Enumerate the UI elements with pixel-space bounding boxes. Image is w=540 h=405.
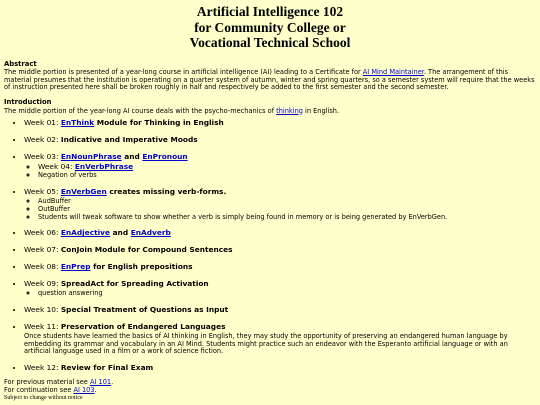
abstract-heading: Abstract bbox=[4, 59, 37, 68]
tweak-subitem: ◦ Students will tweak software to show whether a verb is simply being found in memory or is being generated by EnVerbGen. bbox=[38, 214, 536, 222]
change-notice: Subject to change without notice bbox=[4, 395, 83, 401]
week-list bbox=[4, 119, 536, 373]
title-line-2: for Community College or bbox=[194, 19, 346, 35]
previous-material-line: For previous material see AI 101. bbox=[4, 378, 114, 387]
question-answering-subitem: ◦ question answering bbox=[38, 290, 536, 298]
introduction-text: The middle portion of the year-long AI course deals with the psycho-mechanics of thinking in English. bbox=[4, 106, 340, 115]
thinking-link[interactable]: thinking bbox=[276, 106, 303, 115]
enthink-link[interactable]: EnThink bbox=[60, 118, 95, 128]
ennounphrase-link[interactable]: EnNounPhrase bbox=[60, 152, 122, 162]
ai-103-link[interactable]: AI 103 bbox=[73, 386, 95, 395]
week-09-sublist bbox=[24, 290, 536, 298]
week-04-subitem: ◦ Week 04: EnVerbPhrase bbox=[38, 163, 536, 172]
page-title bbox=[4, 4, 536, 51]
week-05-item: • Week 05: EnVerbGen creates missing verb-forms. ◦ AudBuffer ◦ OutBuffer ◦ Students will tweak software to show whether a verb is simply being found in memory or is being generated by EnVerbGen. bbox=[24, 188, 536, 222]
ai-mind-maintainer-link[interactable]: AI Mind Maintainer bbox=[362, 67, 424, 76]
week-07-item: • Week 07: ConJoin Module for Compound Sentences bbox=[24, 246, 536, 255]
week-12-item: • Week 12: Review for Final Exam bbox=[24, 364, 536, 373]
enverbgen-link[interactable]: EnVerbGen bbox=[60, 186, 107, 196]
ai-101-link[interactable]: AI 101 bbox=[89, 378, 112, 387]
week-02-item: • Week 02: Indicative and Imperative Moods bbox=[24, 136, 536, 145]
title-line-1: Artificial Intelligence 102 bbox=[196, 4, 344, 19]
week-06-item: • Week 06: EnAdjective and EnAdverb bbox=[24, 229, 536, 238]
enadjective-link[interactable]: EnAdjective bbox=[60, 228, 110, 238]
title-line-3: Vocational Technical School bbox=[189, 35, 351, 50]
audbuffer-subitem: ◦ AudBuffer bbox=[38, 198, 536, 206]
introduction-heading: Introduction bbox=[4, 98, 52, 107]
week-03-item: • Week 03: EnNounPhrase and EnPronoun ◦ Week 04: EnVerbPhrase ◦ Negation of verbs bbox=[24, 153, 536, 180]
week-01-item: • Week 01: EnThink Module for Thinking in English bbox=[24, 119, 536, 128]
week-08-item: • Week 08: EnPrep for English prepositions bbox=[24, 263, 536, 272]
abstract-text: The middle portion is presented of a year-long course in artificial intelligence (AI) leading to a Certificate for AI Mind Maintainer. The arrangement of this material presumes that the institution is operating on a quarter system of autumn, winter and spring quarters, so a semester system will require that the weeks of instruction presented here shall be broken roughly in half and respectively be added to the first semester and the second semester. bbox=[4, 67, 535, 92]
enpronoun-link[interactable]: EnPronoun bbox=[142, 152, 188, 162]
enadverb-link[interactable]: EnAdverb bbox=[130, 228, 171, 238]
continuation-line: For continuation see AI 103. bbox=[4, 386, 97, 395]
enverbphrase-link[interactable]: EnVerbPhrase bbox=[74, 162, 134, 172]
enprep-link[interactable]: EnPrep bbox=[60, 262, 91, 272]
week-03-sublist bbox=[24, 163, 536, 180]
week-09-item: • Week 09: SpreadAct for Spreading Activation ◦ question answering bbox=[24, 280, 536, 298]
week-11-description: Once students have learned the basics of AI thinking in English, they may study the opportunity of preserving an endangered human language by embedding its grammar and vocabulary in an AI Mind. Students might practice such an endeavor with the Esperanto artificial language or with an artificial language used in a film or a work of science fiction. bbox=[24, 331, 508, 356]
week-11-item: • Week 11: Preservation of Endangered Languages Once students have learned the basics of AI thinking in English, they may study the opportunity of preserving an endangered human language by embedding its grammar and vocabulary in an AI Mind. Students might practice such an endeavor with the Esperanto artificial language or with an artificial language used in a film or a work of science fiction. bbox=[24, 323, 536, 357]
outbuffer-subitem: ◦ OutBuffer bbox=[38, 206, 536, 214]
negation-subitem: ◦ Negation of verbs bbox=[38, 172, 536, 180]
week-10-item: • Week 10: Special Treatment of Questions as Input bbox=[24, 306, 536, 315]
week-05-sublist bbox=[24, 198, 536, 222]
